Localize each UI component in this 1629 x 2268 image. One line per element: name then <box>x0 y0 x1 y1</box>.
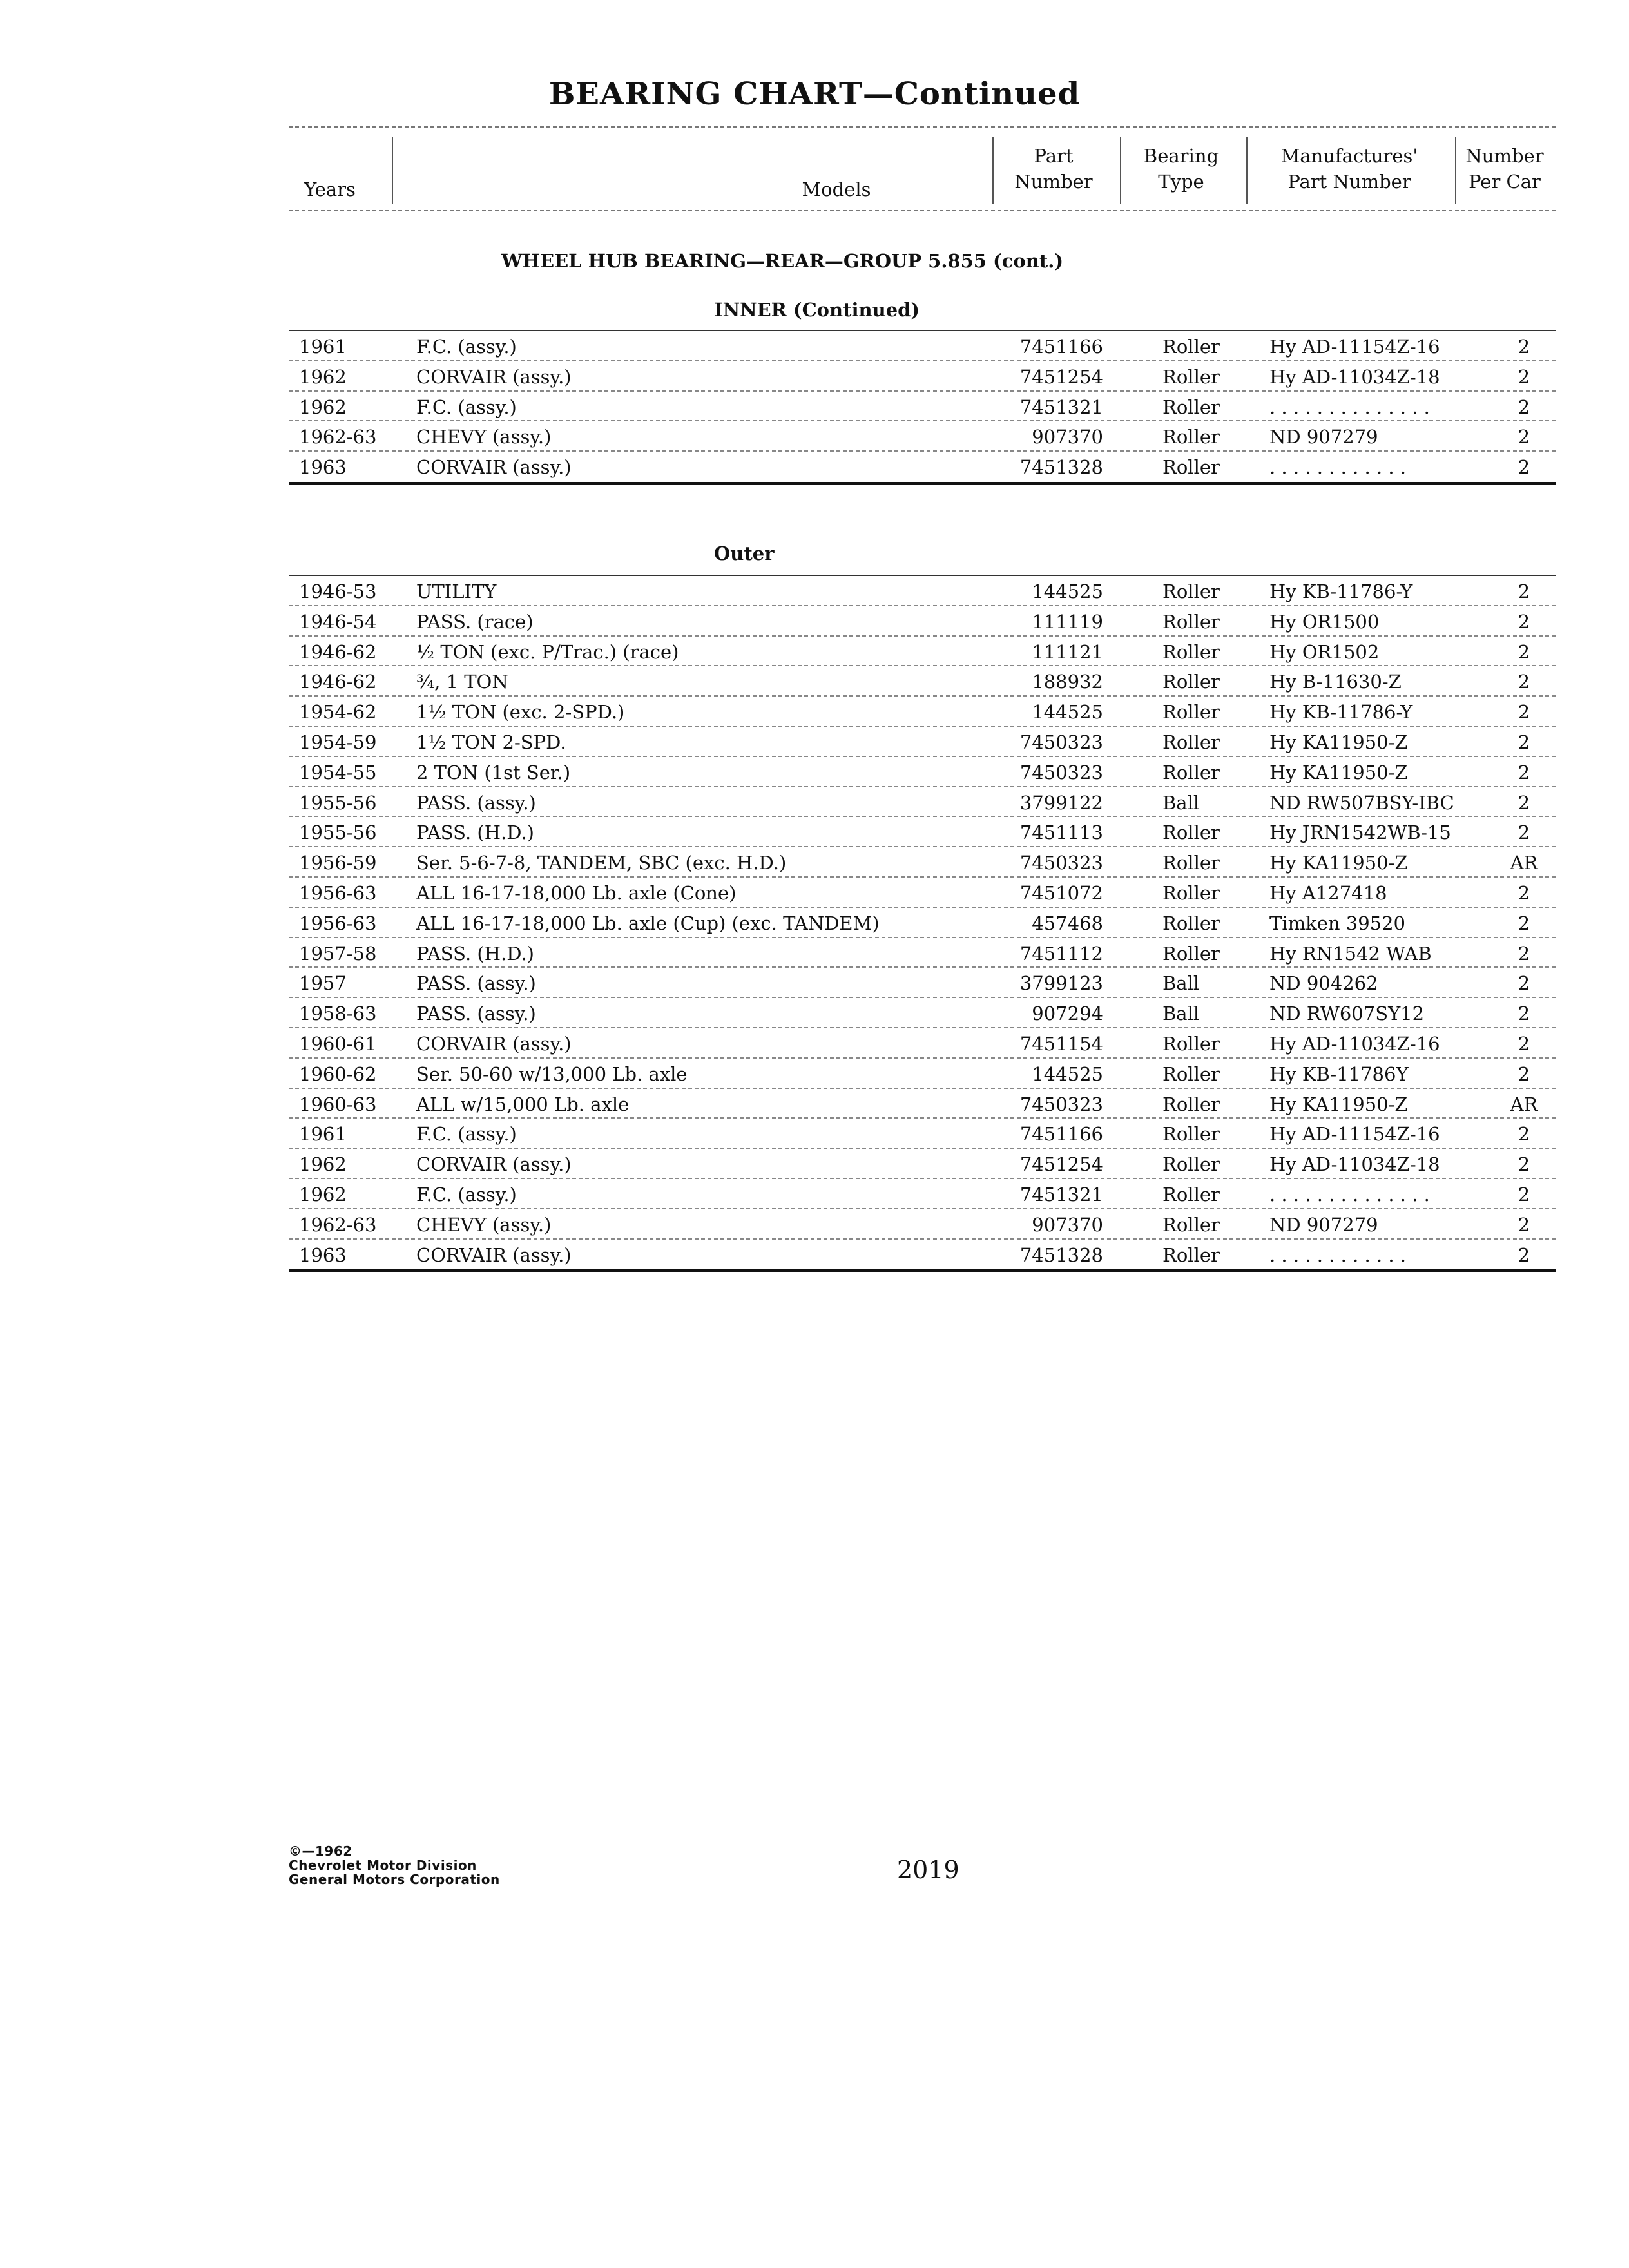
cell-bearing-type: Roller <box>1162 365 1220 388</box>
cell-part-number: 7450323 <box>1019 761 1103 783</box>
cell-part-number: 144525 <box>1032 701 1103 724</box>
cell-model: Ser. 5-6-7-8, TANDEM, SBC (exc. H.D.) <box>416 852 787 874</box>
cell-mfr-part-number: Hy OR1502 <box>1269 640 1380 663</box>
cell-years: 1962 <box>299 365 347 388</box>
table-row <box>289 1209 1556 1240</box>
cell-years: 1961 <box>299 1123 347 1146</box>
cell-bearing-type: Roller <box>1162 1244 1220 1266</box>
cell-mfr-part-number: . . . . . . . . . . . . <box>1269 456 1407 479</box>
cell-number-per-car: 2 <box>1518 972 1530 995</box>
cell-number-per-car: 2 <box>1518 942 1530 965</box>
cell-bearing-type: Ball <box>1162 1003 1200 1025</box>
cell-mfr-part-number: Hy KB-11786-Y <box>1269 701 1413 724</box>
table-row <box>289 1240 1556 1270</box>
cell-years: 1962 <box>299 1153 347 1176</box>
cell-bearing-type: Ball <box>1162 791 1200 814</box>
cell-mfr-part-number: Hy KA11950-Z <box>1269 761 1408 783</box>
cell-bearing-type: Roller <box>1162 701 1220 724</box>
header-num-label-1: Number <box>1465 145 1544 167</box>
cell-bearing-type: Roller <box>1162 671 1220 693</box>
cell-part-number: 7451328 <box>1019 1244 1103 1266</box>
cell-part-number: 907294 <box>1032 1003 1103 1025</box>
table-row <box>289 606 1556 637</box>
cell-mfr-part-number: Hy AD-11154Z-16 <box>1269 1123 1440 1146</box>
cell-part-number: 7451166 <box>1019 1123 1103 1146</box>
cell-bearing-type: Roller <box>1162 761 1220 783</box>
cell-bearing-type: Roller <box>1162 912 1220 934</box>
cell-model: ALL w/15,000 Lb. axle <box>416 1093 630 1115</box>
cell-number-per-car: AR <box>1510 852 1538 874</box>
cell-part-number: 111121 <box>1032 640 1103 663</box>
header-type-label-2: Type <box>1158 171 1204 193</box>
cell-years: 1962-63 <box>299 1213 377 1236</box>
cell-number-per-car: 2 <box>1518 456 1530 479</box>
cell-years: 1961 <box>299 336 347 358</box>
cell-number-per-car: 2 <box>1518 1213 1530 1236</box>
table-row <box>289 847 1556 878</box>
cell-bearing-type: Roller <box>1162 1123 1220 1146</box>
cell-mfr-part-number: Hy OR1500 <box>1269 610 1380 633</box>
cell-number-per-car: AR <box>1510 1093 1538 1115</box>
table-row <box>289 1059 1556 1089</box>
cell-part-number: 7451321 <box>1019 396 1103 418</box>
cell-model: Ser. 50-60 w/13,000 Lb. axle <box>416 1062 688 1085</box>
cell-bearing-type: Roller <box>1162 1183 1220 1206</box>
table-row <box>289 727 1556 757</box>
cell-number-per-car: 2 <box>1518 610 1530 633</box>
cell-mfr-part-number: . . . . . . . . . . . . <box>1269 1244 1407 1266</box>
cell-model: CORVAIR (assy.) <box>416 1244 572 1266</box>
table-row <box>289 757 1556 787</box>
cell-bearing-type: Roller <box>1162 336 1220 358</box>
cell-bearing-type: Roller <box>1162 1153 1220 1176</box>
cell-years: 1946-62 <box>299 671 377 693</box>
cell-model: CHEVY (assy.) <box>416 1213 552 1236</box>
cell-part-number: 7451254 <box>1019 1153 1103 1176</box>
table-row <box>289 787 1556 818</box>
header-part-number <box>992 128 1115 210</box>
cell-model: CORVAIR (assy.) <box>416 365 572 388</box>
header-mfr-label-2: Part Number <box>1287 171 1411 193</box>
cell-years: 1962 <box>299 1183 347 1206</box>
header-bearing-type <box>1120 128 1242 210</box>
table-row <box>289 1119 1556 1149</box>
cell-years: 1956-63 <box>299 881 377 904</box>
cell-bearing-type: Roller <box>1162 942 1220 965</box>
cell-model: PASS. (assy.) <box>416 1003 536 1025</box>
table-row <box>289 1179 1556 1209</box>
table-row <box>289 576 1556 606</box>
table-row <box>289 637 1556 667</box>
cell-part-number: 7450323 <box>1019 1093 1103 1115</box>
cell-years: 1956-63 <box>299 912 377 934</box>
cell-bearing-type: Roller <box>1162 581 1220 602</box>
cell-number-per-car: 2 <box>1518 581 1530 602</box>
header-mfr-part-number <box>1246 128 1452 210</box>
header-number-per-car <box>1456 128 1553 210</box>
cell-mfr-part-number: ND RW607SY12 <box>1269 1003 1425 1025</box>
inner-group-title: INNER (Continued) <box>714 299 920 321</box>
cell-bearing-type: Roller <box>1162 881 1220 904</box>
cell-years: 1962 <box>299 396 347 418</box>
cell-years: 1954-59 <box>299 731 377 753</box>
cell-model: ¾, 1 TON <box>416 671 508 693</box>
cell-years: 1954-62 <box>299 701 377 724</box>
table-row <box>289 998 1556 1028</box>
cell-part-number: 7451254 <box>1019 365 1103 388</box>
table-row <box>289 817 1556 847</box>
cell-number-per-car: 2 <box>1518 731 1530 753</box>
cell-bearing-type: Roller <box>1162 1032 1220 1055</box>
cell-number-per-car: 2 <box>1518 761 1530 783</box>
cell-mfr-part-number: Hy KA11950-Z <box>1269 731 1408 753</box>
cell-number-per-car: 2 <box>1518 1032 1530 1055</box>
cell-mfr-part-number: ND 907279 <box>1269 1213 1378 1236</box>
cell-mfr-part-number: Hy AD-11034Z-16 <box>1269 1032 1440 1055</box>
cell-part-number: 7450323 <box>1019 731 1103 753</box>
cell-mfr-part-number: ND RW507BSY-IBC <box>1269 791 1454 814</box>
cell-mfr-part-number: Hy AD-11034Z-18 <box>1269 365 1440 388</box>
table-row <box>289 938 1556 968</box>
cell-mfr-part-number: Hy AD-11034Z-18 <box>1269 1153 1440 1176</box>
table-row <box>289 1089 1556 1119</box>
cell-mfr-part-number: Hy RN1542 WAB <box>1269 942 1432 965</box>
header-part-label-1: Part <box>1034 145 1074 167</box>
table-row <box>289 878 1556 908</box>
cell-mfr-part-number: Hy KB-11786Y <box>1269 1062 1409 1085</box>
cell-years: 1946-62 <box>299 640 377 663</box>
cell-model: F.C. (assy.) <box>416 336 517 358</box>
cell-bearing-type: Roller <box>1162 852 1220 874</box>
cell-years: 1962-63 <box>299 426 377 448</box>
cell-number-per-car: 2 <box>1518 640 1530 663</box>
outer-group-title: Outer <box>714 543 775 564</box>
header-type-label-1: Bearing <box>1143 145 1219 167</box>
cell-mfr-part-number: Hy KB-11786-Y <box>1269 581 1413 602</box>
cell-mfr-part-number: Hy JRN1542WB-15 <box>1269 822 1451 844</box>
table-row <box>289 1028 1556 1059</box>
cell-years: 1954-55 <box>299 761 377 783</box>
table-row <box>289 968 1556 998</box>
cell-bearing-type: Roller <box>1162 456 1220 479</box>
inner-table <box>289 330 1556 485</box>
page-title: BEARING CHART—Continued <box>548 76 1081 112</box>
header-models-label: Models <box>802 178 871 200</box>
table-row <box>289 452 1556 482</box>
cell-number-per-car: 2 <box>1518 1153 1530 1176</box>
cell-mfr-part-number: . . . . . . . . . . . . . . <box>1269 396 1430 418</box>
cell-part-number: 457468 <box>1032 912 1103 934</box>
cell-mfr-part-number: . . . . . . . . . . . . . . <box>1269 1183 1430 1206</box>
cell-part-number: 144525 <box>1032 581 1103 602</box>
cell-years: 1957-58 <box>299 942 377 965</box>
cell-model: ALL 16-17-18,000 Lb. axle (Cup) (exc. TANDEM) <box>416 912 880 934</box>
section-title: WHEEL HUB BEARING—REAR—GROUP 5.855 (cont.) <box>501 250 1064 272</box>
table-row <box>289 392 1556 422</box>
cell-model: CHEVY (assy.) <box>416 426 552 448</box>
cell-number-per-car: 2 <box>1518 1123 1530 1146</box>
table-row <box>289 331 1556 361</box>
cell-years: 1963 <box>299 456 347 479</box>
cell-model: CORVAIR (assy.) <box>416 456 572 479</box>
table-row <box>289 908 1556 938</box>
cell-part-number: 144525 <box>1032 1062 1103 1085</box>
cell-model: ALL 16-17-18,000 Lb. axle (Cone) <box>416 881 737 904</box>
table-row <box>289 1149 1556 1179</box>
footer-copyright <box>289 1844 500 1887</box>
cell-mfr-part-number: ND 907279 <box>1269 426 1378 448</box>
table-header <box>289 126 1556 211</box>
cell-mfr-part-number: Hy KA11950-Z <box>1269 852 1408 874</box>
cell-years: 1960-63 <box>299 1093 377 1115</box>
cell-mfr-part-number: Hy AD-11154Z-16 <box>1269 336 1440 358</box>
cell-mfr-part-number: Hy KA11950-Z <box>1269 1093 1408 1115</box>
cell-number-per-car: 2 <box>1518 1244 1530 1266</box>
cell-number-per-car: 2 <box>1518 912 1530 934</box>
cell-years: 1946-54 <box>299 610 377 633</box>
cell-number-per-car: 2 <box>1518 881 1530 904</box>
cell-part-number: 188932 <box>1032 671 1103 693</box>
cell-part-number: 907370 <box>1032 1213 1103 1236</box>
cell-bearing-type: Roller <box>1162 640 1220 663</box>
cell-model: F.C. (assy.) <box>416 1123 517 1146</box>
cell-bearing-type: Roller <box>1162 1213 1220 1236</box>
cell-years: 1957 <box>299 972 347 995</box>
cell-years: 1946-53 <box>299 581 377 602</box>
table-row <box>289 421 1556 452</box>
header-part-label-2: Number <box>1014 171 1093 193</box>
cell-model: PASS. (H.D.) <box>416 942 534 965</box>
company-line-2: General Motors Corporation <box>289 1872 500 1887</box>
cell-number-per-car: 2 <box>1518 336 1530 358</box>
cell-years: 1960-61 <box>299 1032 377 1055</box>
cell-bearing-type: Roller <box>1162 822 1220 844</box>
cell-model: PASS. (assy.) <box>416 972 536 995</box>
cell-number-per-car: 2 <box>1518 1183 1530 1206</box>
cell-number-per-car: 2 <box>1518 822 1530 844</box>
table-row <box>289 666 1556 697</box>
cell-part-number: 7451072 <box>1019 881 1103 904</box>
cell-model: UTILITY <box>416 581 497 602</box>
cell-part-number: 7450323 <box>1019 852 1103 874</box>
cell-model: F.C. (assy.) <box>416 396 517 418</box>
header-years <box>289 128 371 210</box>
cell-years: 1958-63 <box>299 1003 377 1025</box>
cell-years: 1960-62 <box>299 1062 377 1085</box>
cell-number-per-car: 2 <box>1518 671 1530 693</box>
cell-number-per-car: 2 <box>1518 701 1530 724</box>
cell-bearing-type: Roller <box>1162 1062 1220 1085</box>
cell-years: 1956-59 <box>299 852 377 874</box>
cell-years: 1955-56 <box>299 822 377 844</box>
cell-number-per-car: 2 <box>1518 1003 1530 1025</box>
outer-table <box>289 575 1556 1272</box>
cell-part-number: 3799122 <box>1019 791 1103 814</box>
cell-bearing-type: Ball <box>1162 972 1200 995</box>
cell-model: PASS. (race) <box>416 610 534 633</box>
cell-model: ½ TON (exc. P/Trac.) (race) <box>416 640 679 663</box>
cell-bearing-type: Roller <box>1162 396 1220 418</box>
cell-mfr-part-number: ND 904262 <box>1269 972 1378 995</box>
header-num-label-2: Per Car <box>1469 171 1541 193</box>
cell-years: 1955-56 <box>299 791 377 814</box>
cell-model: 1½ TON 2-SPD. <box>416 731 566 753</box>
cell-bearing-type: Roller <box>1162 731 1220 753</box>
cell-number-per-car: 2 <box>1518 426 1530 448</box>
cell-mfr-part-number: Timken 39520 <box>1269 912 1406 934</box>
cell-mfr-part-number: Hy A127418 <box>1269 881 1387 904</box>
table-row <box>289 697 1556 727</box>
cell-part-number: 3799123 <box>1019 972 1103 995</box>
cell-part-number: 7451328 <box>1019 456 1103 479</box>
cell-model: PASS. (H.D.) <box>416 822 534 844</box>
header-mfr-label-1: Manufactures' <box>1280 145 1418 167</box>
cell-number-per-car: 2 <box>1518 396 1530 418</box>
cell-model: F.C. (assy.) <box>416 1183 517 1206</box>
company-line-1: Chevrolet Motor Division <box>289 1858 477 1873</box>
cell-years: 1963 <box>299 1244 347 1266</box>
cell-part-number: 7451154 <box>1019 1032 1103 1055</box>
header-years-label: Years <box>304 178 356 200</box>
cell-number-per-car: 2 <box>1518 791 1530 814</box>
cell-part-number: 907370 <box>1032 426 1103 448</box>
cell-model: 1½ TON (exc. 2-SPD.) <box>416 701 625 724</box>
page-number: 2019 <box>897 1856 959 1884</box>
cell-part-number: 7451321 <box>1019 1183 1103 1206</box>
cell-model: CORVAIR (assy.) <box>416 1153 572 1176</box>
cell-model: 2 TON (1st Ser.) <box>416 761 571 783</box>
cell-number-per-car: 2 <box>1518 1062 1530 1085</box>
table-row <box>289 361 1556 392</box>
cell-bearing-type: Roller <box>1162 426 1220 448</box>
cell-part-number: 7451166 <box>1019 336 1103 358</box>
cell-mfr-part-number: Hy B-11630-Z <box>1269 671 1402 693</box>
cell-part-number: 111119 <box>1032 610 1103 633</box>
cell-model: PASS. (assy.) <box>416 791 536 814</box>
cell-bearing-type: Roller <box>1162 1093 1220 1115</box>
cell-part-number: 7451112 <box>1019 942 1103 965</box>
cell-part-number: 7451113 <box>1019 822 1103 844</box>
copyright-line: ©—1962 <box>289 1843 352 1859</box>
cell-model: CORVAIR (assy.) <box>416 1032 572 1055</box>
cell-number-per-car: 2 <box>1518 365 1530 388</box>
cell-bearing-type: Roller <box>1162 610 1220 633</box>
